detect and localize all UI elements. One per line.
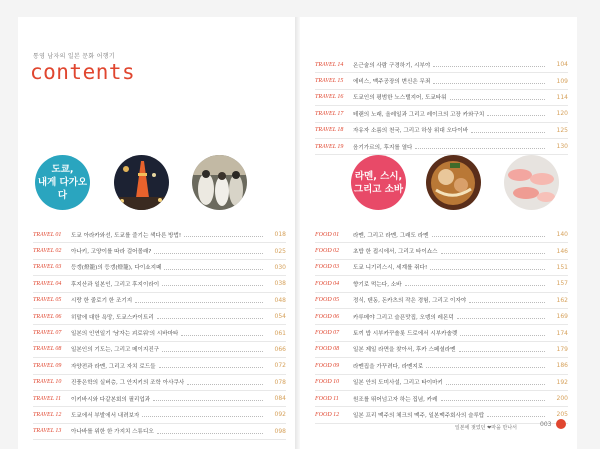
toc-row-tag: TRAVEL 02 xyxy=(33,248,62,255)
toc-row-title: 도쿄에서 부발에서 내려보자 xyxy=(71,412,140,419)
toc-row-tag: TRAVEL 15 xyxy=(315,78,344,85)
toc-row-page: 179 xyxy=(556,345,568,353)
toc-row-page: 146 xyxy=(556,247,568,255)
section-badge-line-2: 그리고 소바 xyxy=(353,183,404,195)
toc-row[interactable] xyxy=(315,123,568,139)
toc-row[interactable] xyxy=(33,260,286,276)
toc-row-title: 도쿄 아라카와선, 도쿄를 즐기는 색다른 방법! xyxy=(71,232,182,239)
dot-leader xyxy=(450,95,545,100)
right-page xyxy=(300,17,577,449)
toc-row[interactable] xyxy=(315,342,568,358)
section-badge-tokyo xyxy=(35,155,90,210)
toc-row-page: 038 xyxy=(274,280,286,288)
toc-row-title: 일본 제일 라면을 찾아서, 후카 스페셜라멘 xyxy=(353,347,456,354)
toc-row-page: 109 xyxy=(556,77,568,85)
toc-row-tag: FOOD 09 xyxy=(315,362,340,369)
dot-leader xyxy=(135,298,263,303)
toc-row[interactable] xyxy=(315,293,568,309)
toc-row-page: 084 xyxy=(274,395,286,403)
toc-row-page: 162 xyxy=(556,296,568,304)
page-number-label: 003 xyxy=(540,421,552,428)
toc-row[interactable] xyxy=(315,106,568,122)
toc-row-page: 130 xyxy=(556,143,568,151)
dot-leader xyxy=(157,314,263,319)
section-badge-food xyxy=(351,155,406,210)
toc-row-tag: FOOD 05 xyxy=(315,297,340,304)
toc-row-title: 히말에 대한 욕망, 도쿄스카이트리 xyxy=(71,314,154,321)
toc-row-title: 라멘집을 가꾸려다, 라멘지로 xyxy=(353,363,424,370)
toc-row-tag: TRAVEL 13 xyxy=(33,428,62,435)
dot-leader xyxy=(159,363,263,368)
dot-leader xyxy=(164,265,263,270)
toc-row[interactable] xyxy=(315,407,568,423)
toc-row[interactable] xyxy=(315,375,568,391)
toc-row[interactable] xyxy=(33,391,286,407)
left-page xyxy=(18,17,295,449)
toc-row[interactable] xyxy=(33,407,286,423)
toc-row-page: 078 xyxy=(274,378,286,386)
toc-row-page: 200 xyxy=(556,395,568,403)
ramen-photo xyxy=(426,155,481,210)
toc-row-tag: FOOD 06 xyxy=(315,313,340,320)
toc-row-title: 도쿄인의 평범한 노스탤지어, 도쿄타워 xyxy=(353,95,447,102)
toc-row-page: 140 xyxy=(556,231,568,239)
toc-row-page: 072 xyxy=(274,362,286,370)
toc-row-tag: FOOD 08 xyxy=(315,346,340,353)
toc-row-page: 066 xyxy=(274,345,286,353)
dot-leader xyxy=(154,249,263,254)
toc-row-tag: TRAVEL 07 xyxy=(33,330,62,337)
toc-row-tag: TRAVEL 18 xyxy=(315,127,344,134)
toc-row-tag: TRAVEL 19 xyxy=(315,143,344,150)
dot-leader xyxy=(487,412,545,417)
toc-row-page: 169 xyxy=(556,313,568,321)
dot-leader xyxy=(433,62,545,67)
toc-row-title: 원조를 뛰어넘고자 하는 집념, 카레 xyxy=(353,396,438,403)
toc-row-title: 아나바를 위한 한 가지치 스튜디오 xyxy=(71,429,154,436)
toc-row[interactable] xyxy=(315,358,568,374)
street-crowd-photo xyxy=(192,155,247,210)
toc-row[interactable] xyxy=(315,309,568,325)
toc-row-tag: TRAVEL 04 xyxy=(33,280,62,287)
toc-row-page: 104 xyxy=(556,61,568,69)
toc-row[interactable] xyxy=(315,73,568,89)
dot-leader xyxy=(187,380,263,385)
toc-row-tag: TRAVEL 12 xyxy=(33,411,62,418)
toc-row-tag: TRAVEL 11 xyxy=(33,395,61,402)
toc-row-title: 자양전과 라멘, 그리고 자치 로드들 xyxy=(71,363,156,370)
travel-list xyxy=(33,227,286,440)
toc-row-title: 온근술의 사람 구경하기, 시부야 xyxy=(353,62,431,69)
dot-leader xyxy=(460,331,545,336)
toc-row-tag: FOOD 04 xyxy=(315,280,340,287)
toc-row-title: 일본인의 기도는, 그리고 메이지진구 xyxy=(71,347,160,354)
toc-row-title: 진풍은학의 실버층, 그 안지키의 조학 아사쿠사 xyxy=(71,380,185,387)
toc-row-title: 에비스, 맥주공장의 변신은 무죄 xyxy=(353,79,431,86)
toc-row-tag: TRAVEL 16 xyxy=(315,94,344,101)
toc-row-title: 아나키, 고양이를 따라 걸어볼래? xyxy=(71,249,152,256)
toc-row-title: 자유자 소름의 천국, 그리고 하상 위대 오다이바 xyxy=(353,128,469,135)
toc-row-title: 일본 안의 도미사설, 그리고 타이마키 xyxy=(353,380,443,387)
section-badge-line-1: 라멘, 스시, xyxy=(354,170,403,182)
toc-row-tag: TRAVEL 14 xyxy=(315,61,344,68)
toc-row[interactable] xyxy=(315,90,568,106)
toc-row-title: 정식, 텐동, 돈카츠의 작은 경험, 그리고 이자야 xyxy=(353,298,467,305)
toc-row-page: 092 xyxy=(274,411,286,419)
dot-leader xyxy=(446,380,545,385)
toc-row[interactable] xyxy=(33,276,286,292)
toc-row[interactable] xyxy=(33,342,286,358)
toc-row-tag: TRAVEL 17 xyxy=(315,110,344,117)
toc-row-page: 048 xyxy=(274,296,286,304)
dot-leader xyxy=(471,128,545,133)
toc-row-page: 114 xyxy=(556,93,568,101)
toc-row[interactable] xyxy=(315,325,568,341)
toc-row[interactable] xyxy=(315,227,568,243)
toc-row-tag: TRAVEL 05 xyxy=(33,297,62,304)
toc-row-page: 061 xyxy=(274,329,286,337)
toc-row-title: 토끼 밥 시부카꾸솔롯 드로에서 시부카솔렛 xyxy=(353,331,458,338)
toc-row-title: 후지산과 일본인, 그리고 후지이라이 xyxy=(71,281,160,288)
toc-row[interactable] xyxy=(33,227,286,243)
dot-leader xyxy=(441,396,545,401)
toc-row[interactable] xyxy=(315,276,568,292)
toc-row-tag: FOOD 11 xyxy=(315,395,339,402)
toc-row-page: 030 xyxy=(274,263,286,271)
dot-leader xyxy=(184,232,263,237)
toc-row-page: 174 xyxy=(556,329,568,337)
toc-row-title: 라멘, 그리고 라멘, 그래도 라멘 xyxy=(353,232,429,239)
toc-row-title: 일본 프리 맥주의 체크의 맥주, 일본맥주회사의 슬루탑 xyxy=(353,412,485,419)
dot-leader xyxy=(487,111,545,116)
dot-leader xyxy=(157,429,263,434)
toc-row[interactable] xyxy=(315,260,568,276)
dot-leader xyxy=(426,363,545,368)
dot-leader xyxy=(142,412,263,417)
dot-leader xyxy=(181,331,263,336)
section-badge-line-1: 도쿄, xyxy=(51,164,74,175)
toc-row-page: 025 xyxy=(274,247,286,255)
section-badge-line-2: 내게 다가오다 xyxy=(37,177,88,201)
toc-row-title: 이키바시와 다같본회의 필리업과 xyxy=(71,396,151,403)
toc-row-title: 카루메야 그리고 슬픈맛집, 오뎅의 레몬덕 xyxy=(353,314,454,321)
toc-row[interactable] xyxy=(33,325,286,341)
toc-row-title: 도쿄 니기리스시, 세계를 쥐다! xyxy=(353,265,428,272)
dot-leader xyxy=(441,249,545,254)
toc-row-tag: FOOD 10 xyxy=(315,379,340,386)
toc-row-tag: TRAVEL 08 xyxy=(33,346,62,353)
dot-leader xyxy=(162,347,263,352)
toc-row[interactable] xyxy=(33,358,286,374)
toc-row-title: 일본의 인연일기 '남자는 괴로워'의 시바마타 xyxy=(71,331,179,338)
dot-leader xyxy=(162,281,263,286)
dot-leader xyxy=(469,298,545,303)
toc-row-tag: TRAVEL 06 xyxy=(33,313,62,320)
toc-row-tag: TRAVEL 10 xyxy=(33,379,62,386)
toc-row[interactable] xyxy=(33,293,286,309)
dot-leader xyxy=(415,144,545,149)
toc-row-page: 120 xyxy=(556,110,568,118)
toc-row-title: 시랑 한 줄로기 한 조기지 xyxy=(71,298,133,305)
toc-row[interactable] xyxy=(315,57,568,73)
toc-row-tag: FOOD 03 xyxy=(315,264,340,271)
toc-row-title: 초밥 한 접시에서, 그리고 타이쇼스 xyxy=(353,249,438,256)
toc-row[interactable] xyxy=(315,391,568,407)
toc-row-page: 151 xyxy=(556,263,568,271)
toc-row-tag: TRAVEL 03 xyxy=(33,264,62,271)
toc-row-title: 향기로 먹는다, 소바 xyxy=(353,281,402,288)
running-footer: 일본에 젖었던 ❤마을 만나서 xyxy=(454,425,517,431)
food-list xyxy=(315,227,568,424)
toc-row[interactable] xyxy=(315,243,568,259)
dot-leader xyxy=(459,347,545,352)
toc-row-page: 192 xyxy=(556,378,568,386)
toc-row[interactable] xyxy=(315,139,568,155)
dot-leader xyxy=(430,265,545,270)
toc-row-page: 205 xyxy=(556,411,568,419)
toc-row-tag: TRAVEL 01 xyxy=(33,231,62,238)
dot-leader xyxy=(457,314,545,319)
book-subtitle: 통영 남자의 일본 문화 어행기 xyxy=(33,53,115,60)
toc-row-title: 테랜의 노래, 올레일과 그리고 레이크의 고장 카와구치 xyxy=(353,111,485,118)
toc-row-tag: FOOD 01 xyxy=(315,231,340,238)
dot-leader xyxy=(433,79,545,84)
toc-row-page: 186 xyxy=(556,362,568,370)
toc-row-tag: FOOD 07 xyxy=(315,330,340,337)
toc-row-tag: FOOD 02 xyxy=(315,248,340,255)
toc-row-page: 098 xyxy=(274,427,286,435)
travel-list-continued xyxy=(315,57,568,155)
toc-row-title: 등갱(燈籠)의 등갱(燈籠), 다이쇼지떼 xyxy=(71,265,162,272)
page-number-badge xyxy=(556,419,566,429)
contents-title: contents xyxy=(30,60,136,84)
toc-row[interactable] xyxy=(33,243,286,259)
tokyo-tower-photo xyxy=(114,155,169,210)
toc-row[interactable] xyxy=(33,424,286,440)
toc-row-tag: TRAVEL 09 xyxy=(33,362,62,369)
toc-row-page: 018 xyxy=(274,231,286,239)
dot-leader xyxy=(405,281,545,286)
toc-row-page: 125 xyxy=(556,126,568,134)
dot-leader xyxy=(153,396,263,401)
dot-leader xyxy=(432,232,545,237)
sushi-photo xyxy=(504,155,559,210)
toc-row-tag: FOOD 12 xyxy=(315,411,340,418)
toc-row-title: 음기가르의, 후지를 열다 xyxy=(353,144,413,151)
toc-row-page: 054 xyxy=(274,313,286,321)
toc-row[interactable] xyxy=(33,309,286,325)
toc-row-page: 157 xyxy=(556,280,568,288)
toc-row[interactable] xyxy=(33,375,286,391)
